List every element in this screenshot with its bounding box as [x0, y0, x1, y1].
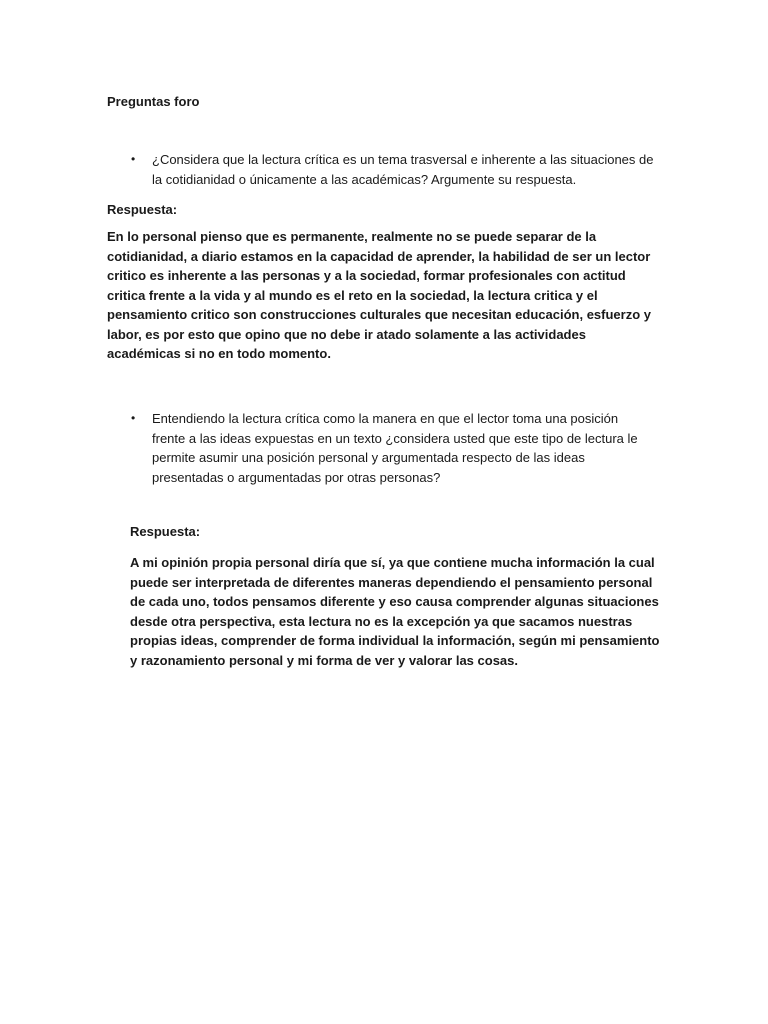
- question-2: [131, 409, 642, 487]
- bullet-icon: •: [131, 411, 136, 425]
- answer-2-label: Respuesta:: [130, 524, 201, 539]
- question-1-text: ¿Considera que la lectura crítica es un tema trasversal e inherente a las situaciones de la cotidianidad o únicamente a las académicas? Argumente su respuesta.: [152, 152, 654, 187]
- answer-2-text: A mi opinión propia personal diría que sí, ya que contiene mucha información la cual puede ser interpretada de diferentes maneras dependiendo el pensamiento personal de cada uno, todos pensamos diferente y eso causa comprender algunas situaciones desde otra perspectiva, esta lectura no es la excepción ya que sacamos nuestras propias ideas, comprender de forma individual la información, según mi pensamiento y razonamiento personal y mi forma de ver y valorar las cosas.: [130, 555, 660, 668]
- bullet-icon: •: [131, 152, 136, 166]
- answer-1-text: En lo personal pienso que es permanente, realmente no se puede separar de la cotidianidad, a diario estamos en la capacidad de aprender, la habilidad de ser un lector critico es inherente a las personas y a la sociedad, formar profesionales con actitud critica frente a la vida y al mundo es el reto en la sociedad, la lectura critica y el pensamiento critico son construcciones culturales que necesitan educación, esfuerzo y labor, es por esto que opino que no debe ir atado solamente a las actividades académicas si no en todo momento.: [107, 229, 651, 361]
- answer-1-label: Respuesta:: [107, 202, 178, 217]
- question-1-item: [131, 150, 662, 189]
- question-1: [131, 150, 662, 189]
- question-2-item: [131, 409, 642, 487]
- document-title: Preguntas foro: [107, 94, 200, 109]
- question-2-text: Entendiendo la lectura crítica como la manera en que el lector toma una posición frente a las ideas expuestas en un texto ¿considera usted que este tipo de lectura le permite asumir una posición personal y argumentada respecto de las ideas presentadas o argumentadas por otras personas?: [152, 411, 638, 485]
